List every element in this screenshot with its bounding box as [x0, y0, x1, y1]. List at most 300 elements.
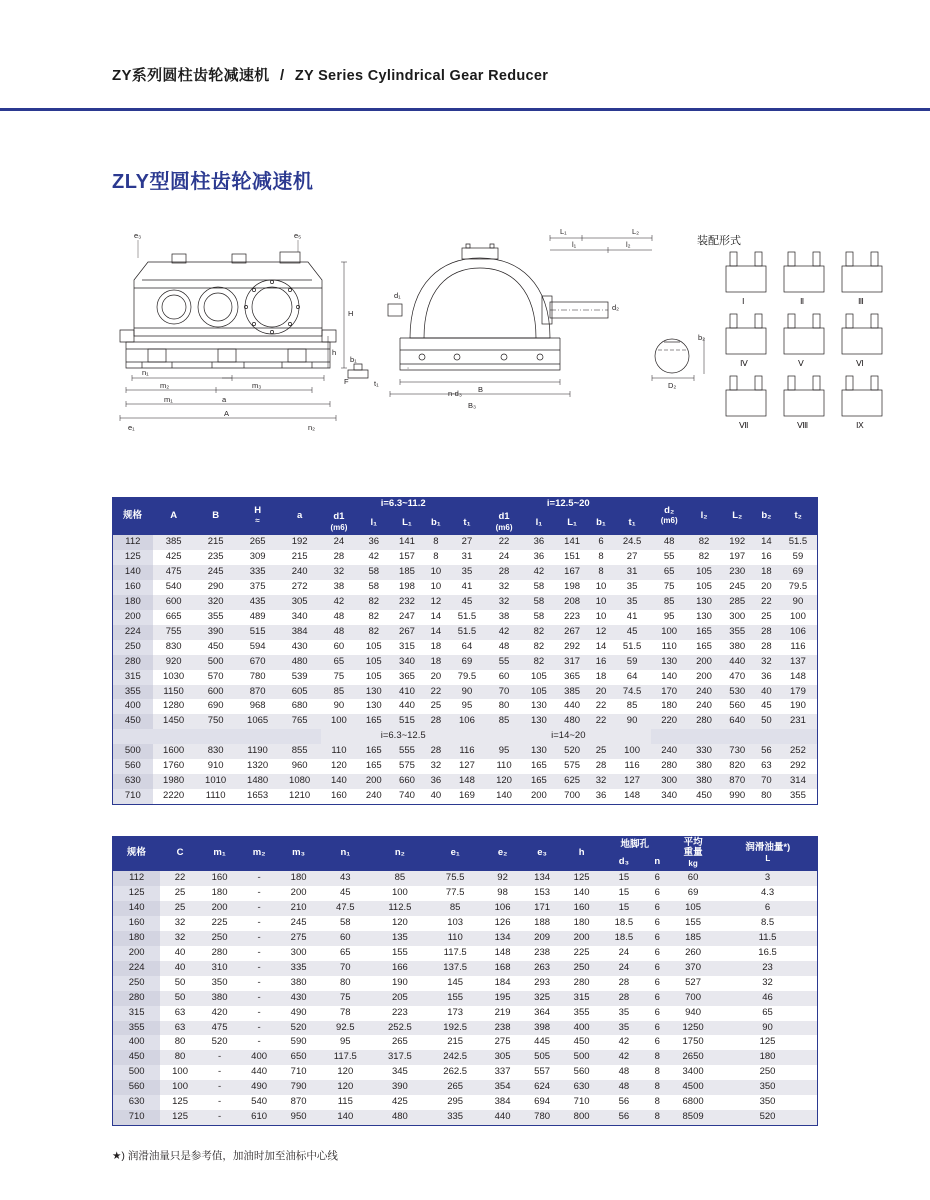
- table-cell: 79.5: [457, 670, 477, 682]
- table-cell: 58: [340, 917, 351, 929]
- table-cell: 45: [613, 625, 651, 640]
- table-cell: 240: [279, 565, 321, 580]
- th-b2: b₂: [754, 498, 779, 535]
- table-cell: 25: [589, 744, 614, 759]
- table-cell: 155: [391, 946, 408, 958]
- row-spec-cell: 280: [113, 655, 153, 670]
- table-cell: 15: [601, 901, 646, 916]
- table-cell: 90: [779, 595, 818, 610]
- table-cell: -: [239, 991, 279, 1006]
- table-cell: 56: [601, 1110, 646, 1125]
- table-cell: 137.5: [428, 961, 483, 976]
- table-cell: 240: [696, 700, 712, 712]
- table-cell: 95: [461, 700, 473, 712]
- table-cell: 252.5: [372, 1021, 427, 1036]
- table-cell: 35: [613, 595, 651, 610]
- table-cell: -: [257, 887, 261, 899]
- table-cell: 200: [696, 670, 712, 682]
- table-cell: 1080: [279, 774, 321, 789]
- row-spec-cell: 224: [113, 961, 161, 976]
- table-cell: 10: [595, 581, 607, 593]
- table-cell: 127: [459, 760, 475, 772]
- table-cell: 55: [486, 655, 523, 670]
- table-cell: 16.5: [758, 946, 777, 958]
- table-cell: -: [239, 901, 279, 916]
- table-cell: 41: [626, 610, 638, 622]
- table-cell: 185: [668, 931, 718, 946]
- table-cell: 82: [368, 610, 380, 622]
- table-row: [113, 886, 818, 901]
- header-separator: /: [279, 67, 285, 84]
- assembly-form-label: 装配形式: [697, 235, 741, 247]
- row-spec-cell: 125: [113, 886, 161, 901]
- row-spec-cell: 125: [113, 550, 153, 565]
- table-cell: 275: [494, 1036, 511, 1048]
- table-cell: 20: [761, 581, 772, 593]
- table-cell: 293: [534, 976, 551, 988]
- table-cell: 100: [790, 610, 806, 622]
- table-cell: 80: [761, 789, 772, 801]
- table-cell: 18.5: [614, 917, 634, 929]
- table-cell: 116: [790, 640, 806, 652]
- table-cell: 540: [251, 1096, 268, 1108]
- th2-m1: m₁: [200, 837, 240, 871]
- table-cell: 40: [754, 685, 779, 700]
- table-cell: 110: [321, 744, 358, 759]
- table-cell: 520: [718, 1110, 817, 1125]
- table-cell: 32: [174, 917, 186, 929]
- row-spec-cell: 140: [113, 901, 161, 916]
- table-cell: 103: [447, 917, 464, 929]
- table-row: [113, 744, 818, 759]
- table-cell: 28: [761, 640, 772, 652]
- th-t1-g1: t₁: [448, 511, 486, 535]
- table-cell: 337: [494, 1066, 511, 1078]
- svg-text:a: a: [222, 395, 227, 404]
- th-L1-g2: L₁: [556, 511, 589, 535]
- th-group-2: i=12.5~20: [486, 498, 651, 511]
- table-cell: 85: [372, 871, 427, 886]
- row-spec-cell: 710: [113, 789, 153, 804]
- table-cell: 135: [372, 931, 427, 946]
- table-cell: 260: [685, 946, 701, 958]
- table-cell: 520: [279, 1021, 319, 1036]
- table-cell: 130: [522, 744, 555, 759]
- table-cell: 205: [372, 991, 427, 1006]
- table-cell: 830: [195, 744, 237, 759]
- table-cell: 384: [279, 625, 321, 640]
- table-cell: 170: [651, 685, 688, 700]
- table-cell: 8: [646, 1080, 668, 1095]
- page-title: ZLY型圆柱齿轮减速机: [112, 171, 314, 193]
- table-row: [113, 685, 818, 700]
- row-spec-cell: 160: [113, 916, 161, 931]
- table-cell: 50: [160, 991, 200, 1006]
- row-spec-cell: 500: [113, 744, 153, 759]
- table-cell: 60: [333, 640, 345, 652]
- svg-text:Ⅰ: Ⅰ: [742, 296, 745, 306]
- page-header: [0, 60, 930, 111]
- table-cell: 148: [494, 946, 511, 958]
- row-spec-cell: 200: [113, 946, 161, 961]
- table-cell: 292: [564, 640, 581, 652]
- table-cell: -: [239, 931, 279, 946]
- table-cell: 219: [494, 1006, 511, 1018]
- table-cell: 160: [562, 901, 602, 916]
- th2-weight: 平均 重量 kg: [668, 837, 718, 871]
- table-cell: 59: [792, 551, 804, 563]
- table-cell: 314: [779, 774, 818, 789]
- table-cell: 70: [486, 685, 523, 700]
- table-cell: 58: [357, 565, 390, 580]
- table-cell: 263: [522, 961, 562, 976]
- table-cell: 82: [687, 535, 720, 550]
- table-cell: 245: [195, 565, 237, 580]
- table-row: [113, 759, 818, 774]
- svg-text:t₁: t₁: [374, 379, 379, 388]
- table-cell: 1030: [163, 670, 185, 682]
- table-cell: 340: [291, 610, 308, 622]
- table-cell: 272: [291, 581, 308, 593]
- table-cell: 230: [721, 565, 754, 580]
- table-cell: 605: [279, 685, 321, 700]
- table-cell: 28: [754, 625, 779, 640]
- th-d1-g1: d1 (m6): [321, 511, 358, 535]
- table-cell: 430: [279, 991, 319, 1006]
- table-cell: 165: [530, 760, 547, 772]
- table-cell: 28: [618, 976, 630, 988]
- table-cell: 490: [290, 1006, 307, 1018]
- table-cell: 364: [534, 1006, 551, 1018]
- table-cell: 489: [249, 610, 266, 622]
- table-cell: 105: [696, 581, 712, 593]
- table-cell: 80: [160, 1050, 200, 1065]
- table-cell: 968: [249, 700, 266, 712]
- table-cell: 830: [165, 640, 182, 652]
- th2-e3: e₃: [522, 837, 562, 871]
- table-cell: 315: [399, 640, 415, 652]
- table-cell: 95: [486, 744, 523, 759]
- table-cell: 365: [399, 670, 415, 682]
- table-cell: 51.5: [779, 535, 818, 550]
- table-cell: 130: [365, 700, 382, 712]
- row-spec-cell: 112: [113, 871, 161, 886]
- table-cell: 12: [589, 625, 614, 640]
- table-cell: 32: [486, 595, 523, 610]
- subhead-group-2: i=14~20: [486, 729, 651, 744]
- table-cell: 238: [483, 1021, 523, 1036]
- table-cell: 380: [290, 976, 307, 988]
- table-cell: 200: [200, 901, 240, 916]
- table-cell: 505: [522, 1050, 562, 1065]
- th2-n1: n₁: [318, 837, 372, 871]
- table-cell: 60: [498, 670, 510, 682]
- table-cell: 120: [337, 1066, 354, 1078]
- table-cell: 8: [654, 1096, 660, 1108]
- table-cell: 155: [428, 991, 483, 1006]
- table-cell: -: [200, 1110, 240, 1125]
- table-row: [113, 714, 818, 729]
- table-cell: 31: [461, 551, 473, 563]
- svg-text:h: h: [332, 348, 337, 357]
- table-cell: 410: [390, 685, 423, 700]
- table-cell: 400: [239, 1050, 279, 1065]
- th-b1-g2: b₁: [589, 511, 614, 535]
- table-cell: 450: [696, 789, 712, 801]
- table-cell: -: [257, 976, 261, 988]
- svg-text:d₁: d₁: [394, 291, 401, 300]
- table-cell: 855: [279, 744, 321, 759]
- header-title: [112, 64, 548, 85]
- th-l1-g2: l₁: [522, 511, 555, 535]
- table-cell: 235: [207, 551, 224, 563]
- table-cell: 69: [687, 887, 699, 899]
- table-row: [113, 1065, 818, 1080]
- table-cell: 145: [447, 976, 464, 988]
- table-cell: 192.5: [428, 1021, 483, 1036]
- table-cell: 640: [721, 714, 754, 729]
- table-cell: 110: [661, 640, 677, 652]
- th-L2: L₂: [721, 498, 754, 535]
- table-row: [113, 931, 818, 946]
- table-cell: 1480: [237, 774, 279, 789]
- table-cell: 165: [365, 760, 382, 772]
- table-cell: 106: [483, 901, 523, 916]
- table-cell: 95: [663, 610, 675, 622]
- svg-text:D₂: D₂: [668, 381, 677, 390]
- svg-text:Ⅲ: Ⅲ: [858, 296, 864, 306]
- table-cell: 105: [687, 565, 720, 580]
- table-row: [113, 991, 818, 1006]
- table-cell: 2220: [163, 789, 185, 801]
- table-cell: 14: [424, 625, 449, 640]
- table-row: [113, 901, 818, 916]
- table-cell: 35: [626, 581, 638, 593]
- table-cell: 151: [564, 551, 581, 563]
- dimensions-table-1: [112, 497, 818, 805]
- table-cell: 58: [533, 610, 545, 622]
- th-H: H ≈: [237, 498, 279, 535]
- table-cell: 92.5: [318, 1021, 372, 1036]
- table-cell: 354: [483, 1080, 523, 1095]
- table-row: [113, 550, 818, 565]
- table-cell: 25: [160, 901, 200, 916]
- table-cell: 42: [522, 565, 555, 580]
- table-cell: 160: [200, 871, 240, 886]
- table-cell: 35: [618, 1006, 630, 1018]
- table-cell: 18: [754, 565, 779, 580]
- table-cell: 240: [365, 789, 382, 801]
- table-cell: 4500: [668, 1080, 718, 1095]
- table-row: [113, 595, 818, 610]
- table-cell: 58: [368, 581, 380, 593]
- svg-text:m₃: m₃: [252, 381, 262, 390]
- th-a: a: [279, 498, 321, 535]
- table-cell: 173: [447, 1006, 464, 1018]
- table-cell: 345: [391, 1066, 408, 1078]
- table-cell: 290: [207, 581, 224, 593]
- table-cell: 28: [486, 565, 523, 580]
- th2-e2: e₂: [483, 837, 523, 871]
- table-cell: 171: [522, 901, 562, 916]
- table-cell: 870: [237, 685, 279, 700]
- table-cell: -: [239, 871, 279, 886]
- table-cell: 198: [564, 581, 581, 593]
- table-cell: 730: [721, 744, 754, 759]
- table-cell: 990: [729, 789, 746, 801]
- table-cell: 385: [153, 535, 195, 550]
- table-cell: 65: [340, 946, 351, 958]
- table-cell: 380: [696, 760, 712, 772]
- table-cell: -: [257, 1036, 261, 1048]
- table-cell: -: [217, 1066, 222, 1078]
- svg-text:Ⅸ: Ⅸ: [856, 420, 864, 430]
- table-cell: 10: [424, 565, 449, 580]
- table-cell: 75: [663, 581, 675, 593]
- table-cell: 355: [790, 789, 806, 801]
- table-cell: 153: [534, 887, 551, 899]
- table-cell: 140: [496, 789, 512, 801]
- row-spec-cell: 710: [113, 1110, 161, 1125]
- row-spec-cell: 112: [113, 535, 153, 550]
- table-cell: 125: [759, 1036, 776, 1048]
- svg-text:e₃: e₃: [134, 231, 142, 240]
- table-cell: 660: [390, 774, 423, 789]
- table-cell: 165: [687, 625, 720, 640]
- table-cell: 515: [390, 714, 423, 729]
- table-cell: 390: [195, 625, 237, 640]
- table-cell: 20: [430, 670, 442, 682]
- table-cell: 960: [291, 760, 308, 772]
- table-cell: 250: [200, 931, 240, 946]
- table-cell: 238: [534, 946, 551, 958]
- table-cell: 6: [654, 1036, 660, 1048]
- table-cell: 400: [562, 1021, 602, 1036]
- row-spec-cell: 160: [113, 580, 153, 595]
- table-cell: 22: [754, 595, 779, 610]
- table-cell: 690: [207, 700, 224, 712]
- table-cell: 6: [654, 1006, 660, 1018]
- table-cell: 120: [318, 1080, 372, 1095]
- row-spec-cell: 224: [113, 625, 153, 640]
- table-cell: 157: [399, 551, 415, 563]
- table-cell: 43: [318, 871, 372, 886]
- svg-text:n₁: n₁: [142, 368, 149, 377]
- table-cell: 90: [613, 714, 651, 729]
- table-cell: 69: [779, 565, 818, 580]
- table-cell: 134: [483, 931, 523, 946]
- th-d2: d₂ (m6): [651, 498, 688, 535]
- table-cell: 85: [428, 901, 483, 916]
- table-cell: 295: [447, 1096, 464, 1108]
- table-cell: 36: [761, 670, 772, 682]
- table-cell: 105: [357, 655, 390, 670]
- th-l1-g1: l₁: [357, 511, 390, 535]
- table-cell: 710: [573, 1096, 590, 1108]
- table-cell: 1980: [153, 774, 195, 789]
- table-cell: 69: [448, 655, 486, 670]
- table-cell: 130: [530, 700, 547, 712]
- table-cell: 6: [654, 946, 660, 958]
- table-cell: 355: [721, 625, 754, 640]
- table-cell: -: [217, 1096, 222, 1108]
- table-cell: 28: [595, 760, 607, 772]
- table-cell: 200: [687, 655, 720, 670]
- table-cell: 14: [754, 535, 779, 550]
- table-cell: 490: [239, 1080, 279, 1095]
- table-cell: 6: [646, 901, 668, 916]
- table-row: [113, 699, 818, 714]
- svg-text:l₂: l₂: [626, 240, 631, 249]
- svg-text:m₂: m₂: [160, 381, 170, 390]
- table-cell: 166: [372, 961, 427, 976]
- table-cell: 16: [761, 551, 772, 563]
- table-cell: 148: [624, 789, 640, 801]
- table-cell: 3400: [682, 1066, 704, 1078]
- table-cell: 280: [573, 976, 590, 988]
- table-cell: 48: [321, 625, 358, 640]
- table-cell: 85: [486, 714, 523, 729]
- table-cell: 267: [390, 625, 423, 640]
- table-cell: 6800: [682, 1096, 704, 1108]
- table-cell: 240: [687, 685, 720, 700]
- table-cell: 148: [790, 670, 806, 682]
- table-cell: 36: [424, 774, 449, 789]
- th2-d3: d₃: [601, 854, 646, 871]
- table-cell: 36: [357, 535, 390, 550]
- table-cell: 51.5: [622, 640, 642, 652]
- table-cell: 6: [654, 976, 660, 988]
- table-cell: 315: [562, 991, 602, 1006]
- table-cell: 8: [598, 551, 604, 563]
- table-cell: 14: [595, 640, 607, 652]
- table-cell: 630: [562, 1080, 602, 1095]
- table-cell: 325: [522, 991, 562, 1006]
- table-cell: 130: [687, 595, 720, 610]
- row-spec-cell: 200: [113, 610, 153, 625]
- table-cell: 20: [589, 685, 614, 700]
- table-cell: 570: [207, 670, 224, 682]
- table-cell: 105: [522, 685, 555, 700]
- table-cell: 385: [556, 685, 589, 700]
- table-cell: 575: [399, 760, 415, 772]
- table-cell: 85: [651, 595, 688, 610]
- table-cell: 625: [556, 774, 589, 789]
- table-cell: 48: [618, 1066, 630, 1078]
- table-cell: 85: [626, 700, 638, 712]
- table-cell: 18: [430, 640, 442, 652]
- svg-text:H: H: [348, 309, 354, 318]
- table-cell: 100: [391, 887, 408, 899]
- table-cell: 1450: [153, 714, 195, 729]
- table-cell: 1065: [237, 714, 279, 729]
- table-cell: 105: [365, 670, 382, 682]
- table-cell: 2650: [668, 1050, 718, 1065]
- table-cell: 910: [207, 760, 224, 772]
- table-cell: 6: [654, 887, 660, 899]
- table-cell: 106: [779, 625, 818, 640]
- table-cell: -: [239, 1021, 279, 1036]
- table-cell: 335: [237, 565, 279, 580]
- table-cell: 6: [589, 535, 614, 550]
- table-cell: 6: [718, 901, 817, 916]
- th2-m2: m₂: [239, 837, 279, 871]
- table-cell: 79.5: [788, 581, 808, 593]
- table-cell: 32: [498, 581, 510, 593]
- row-spec-cell: 450: [113, 1050, 161, 1065]
- table-cell: 950: [279, 1110, 319, 1125]
- th2-spec: 规格: [113, 837, 161, 871]
